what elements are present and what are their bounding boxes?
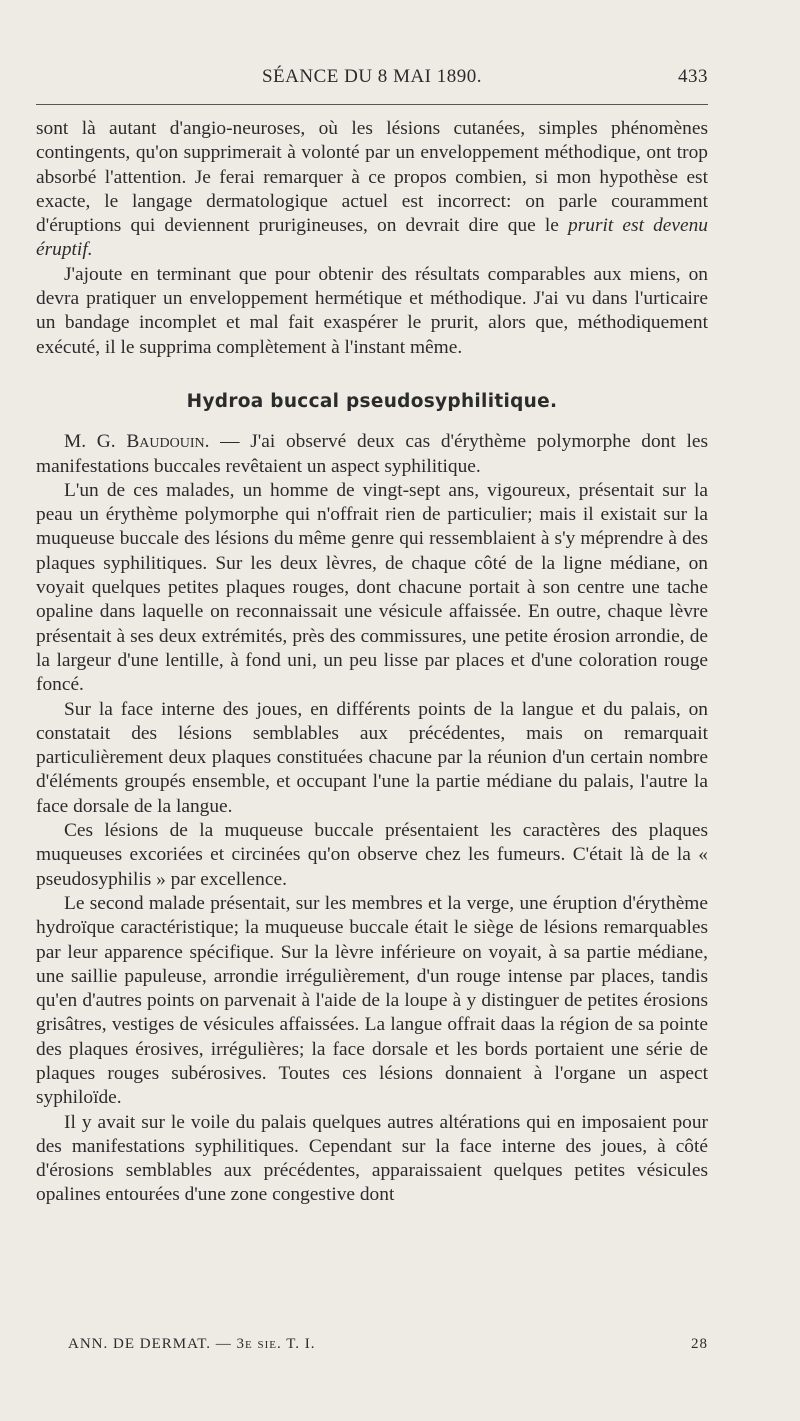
page <box>36 62 708 1208</box>
running-title <box>36 66 708 88</box>
paragraph: Il y avait sur le voile du palais quelques autres altérations qui en imposaient pour des manifestations syphilitiques. Cependant sur la face interne des joues, à côté d'érosions semblables aux précédentes, apparaissaient quelques petites vésicules opalines entourées d'une zone congestive dont <box>36 1111 708 1206</box>
paragraph-text: — J'ai observé deux cas d'érythème polymorphe dont les manifestations buccales revêtaient un aspect syphilitique. <box>36 431 708 477</box>
paragraph: Ces lésions de la muqueuse buccale présentaient les caractères des plaques muqueuses excoriées et circinées qu'on observe chez les fumeurs. C'était là de la « pseudosyphilis » par excellence. <box>36 820 708 890</box>
running-title-year: 1890. <box>431 66 483 87</box>
italic-phrase: prurit est devenu éruptif. <box>36 215 709 261</box>
body-text <box>36 117 708 1208</box>
paragraph: Le second malade présentait, sur les membres et la verge, une éruption d'érythème hydroïque caractéristique; la muqueuse buccale était le siège de lésions remarquables par leur apparence spécifique. Sur la lèvre inférieure on voyait, à sa partie médiane, une saillie papuleuse, arrondie irrégulièrement, d'un rouge intense par places, tandis qu'en d'autres points on parvenait à l'aide de la loupe à y distinguer de petites érosions grisâtres, vestiges de vésicules affaissées. La langue offrait daas la région de sa pointe des plaques érosives, irrégulières; la face dorsale et les bords portaient une série de plaques rouges subérosives. Toutes ces lésions donnaient à l'organe un aspect syphiloïde. <box>36 892 708 1109</box>
header-rule <box>36 104 708 105</box>
paragraph: Sur la face interne des joues, en différents points de la langue et du palais, on constatait des lésions semblables aux précédentes, mais on remarquait particulièrement deux plaques constituées chacune par la réunion d'un certain nombre d'éléments groupés ensemble, et occupant l'une la partie médiane du palais, l'autre la face dorsale de la langue. <box>36 698 708 817</box>
page-number: 433 <box>678 66 708 87</box>
section-title: Hydroa buccal pseudosyphilitique. <box>186 390 558 412</box>
signature-mark: 28 <box>691 1336 708 1352</box>
paragraph <box>36 430 708 479</box>
running-title-month: MAI <box>393 66 432 87</box>
paragraph: J'ajoute en terminant que pour obtenir des résultats comparables aux miens, on devra pratiquer un enveloppement hermétique et méthodique. J'ai vu dans l'urticaire un bandage incomplet et mal fait exaspérer le prurit, alors que, méthodiquement exécuté, il le supprima complètement à l'instant même. <box>36 263 708 358</box>
running-header <box>36 62 708 98</box>
paragraph: L'un de ces malades, un homme de vingt-sept ans, vigoureux, présentait sur la peau un érythème polymorphe qui n'offrait rien de particulier; mais il existait sur la muqueuse buccale des lésions du même genre qui ressemblaient à s'y méprendre à des plaques syphilitiques. Sur les deux lèvres, de chaque côté de la ligne médiane, on voyait quelques petites plaques rouges, dont chacune portait à son centre une tache opaline dans laquelle on reconnaissait une vésicule affaissée. En outre, chaque lèvre présentait à ses deux extrémités, près des commissures, une petite érosion arrondie, de la largeur d'une lentille, à fond uni, un peu lisse par places et d'une coloration rouge foncé. <box>36 479 708 696</box>
running-title-prefix: SÉANCE DU 8 <box>261 66 394 87</box>
journal-reference: ANN. DE DERMAT. — 3e sie. T. I. <box>68 1336 316 1352</box>
paragraph-text: sont là autant d'angio-neuroses, où les lésions cutanées, simples phénomènes contingents, qu'on supprimerait à volonté par un enveloppement méthodique, ont trop absorbé l'attention. Je ferai remarquer à ce propos combien, si mon hypothèse est exacte, le langage dermatologique actuel est incorrect: on parle couramment d'éruptions qui deviennent prurigineuses, on devrait dire que le <box>36 118 708 237</box>
page-footer <box>68 1336 708 1360</box>
paragraph <box>36 117 708 263</box>
speaker-name: M. G. Baudouin. <box>64 431 210 453</box>
